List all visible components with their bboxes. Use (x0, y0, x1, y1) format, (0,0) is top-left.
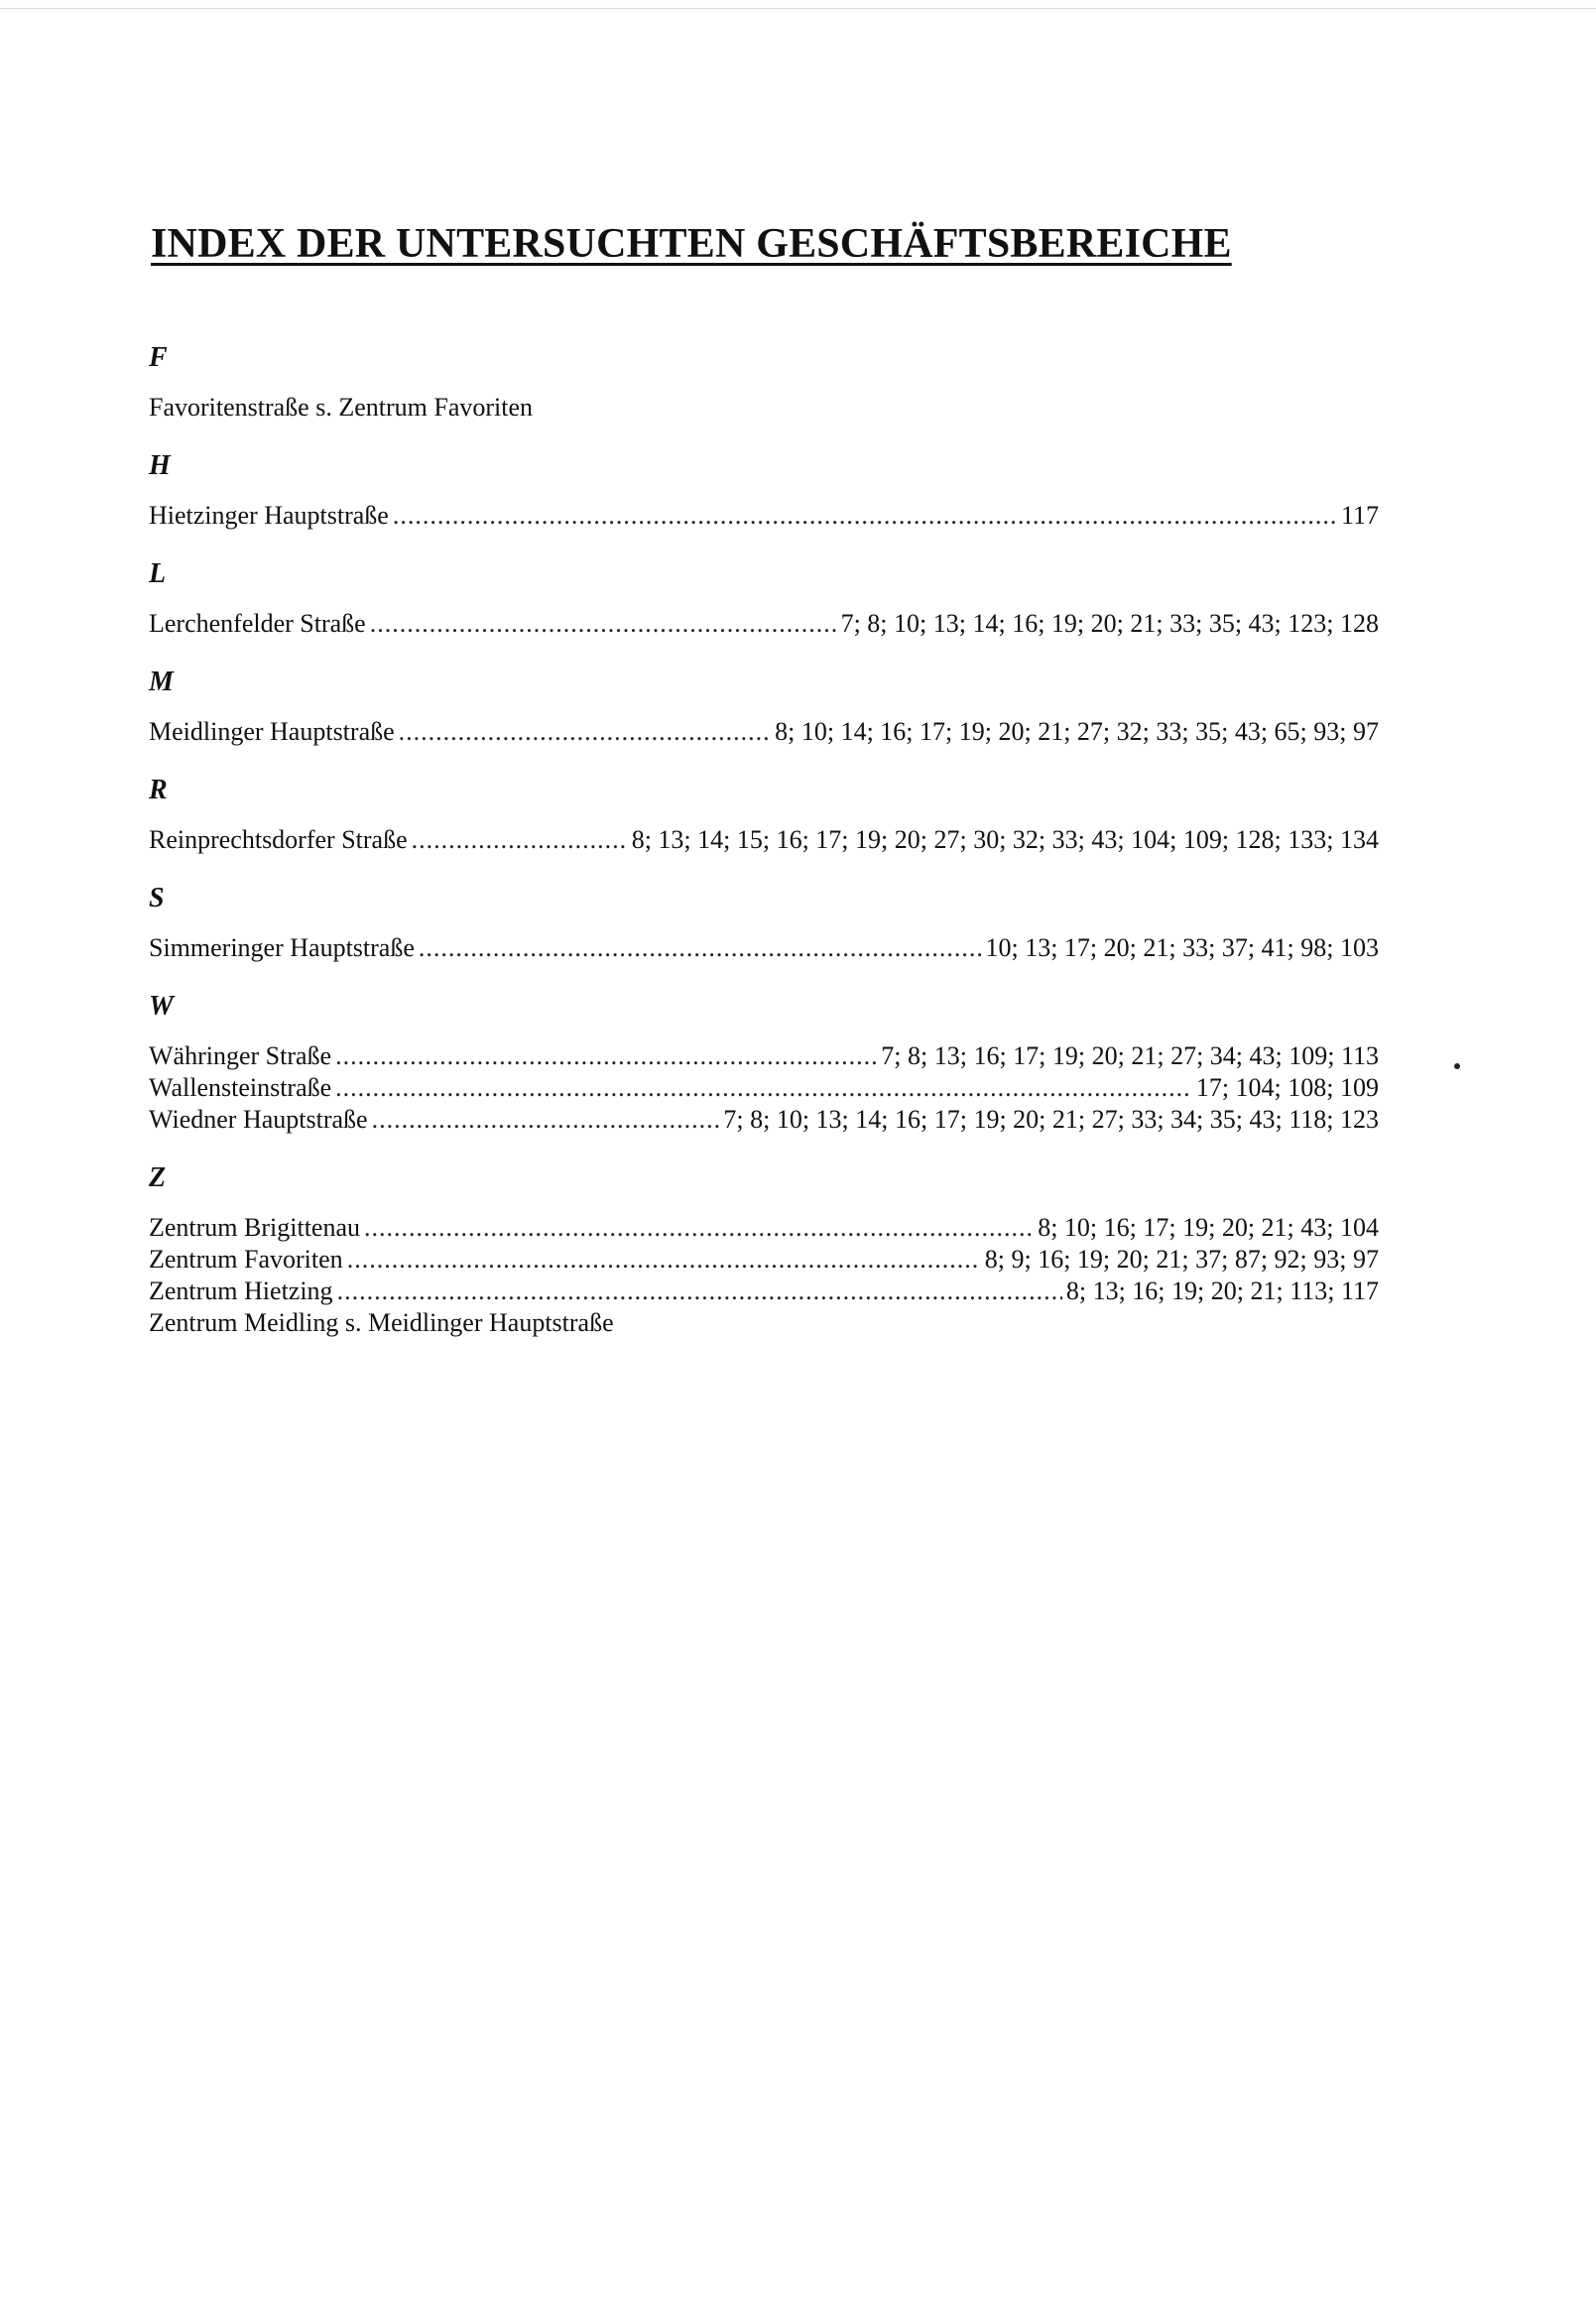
index-entry (149, 1104, 1379, 1136)
scan-speck (1454, 1063, 1460, 1069)
leader-dots (419, 932, 982, 964)
leader-dots (364, 1212, 1034, 1244)
section-s-entries (149, 932, 1379, 964)
leader-dots (372, 1104, 720, 1136)
index-entry (149, 608, 1379, 640)
leader-dots (335, 1072, 1192, 1104)
index-list (149, 337, 1379, 1361)
index-entry (149, 1072, 1379, 1104)
entry-name: Simmeringer Hauptstraße (149, 933, 415, 962)
entry-pages: 17; 104; 108; 109 (1195, 1073, 1379, 1102)
section-letter-m: M (149, 667, 174, 697)
section-z-entries (149, 1212, 1379, 1339)
entry-name: Meidlinger Hauptstraße (149, 717, 395, 746)
section-letter-h: H (149, 450, 171, 481)
leader-dots (335, 1040, 877, 1072)
index-entry (149, 1040, 1379, 1072)
section-letter-w: W (149, 991, 174, 1022)
index-entry (149, 500, 1379, 532)
leader-dots (347, 1244, 981, 1276)
entry-pages: 7; 8; 13; 16; 17; 19; 20; 21; 27; 34; 43; 109; 113 (881, 1041, 1379, 1070)
entry-pages: 7; 8; 10; 13; 14; 16; 17; 19; 20; 21; 27; 33; 34; 35; 43; 118; 123 (723, 1105, 1379, 1134)
section-f-entries (149, 392, 1379, 424)
entry-name: Währinger Straße (149, 1041, 332, 1070)
section-m-entries (149, 716, 1379, 748)
index-entry (149, 824, 1379, 856)
entry-name: Wallensteinstraße (149, 1073, 332, 1102)
section-l-entries (149, 608, 1379, 640)
leader-dots (412, 824, 628, 856)
index-entry (149, 392, 1379, 424)
entry-pages: 7; 8; 10; 13; 14; 16; 19; 20; 21; 33; 35; 43; 123; 128 (840, 609, 1379, 638)
entry-name: Lerchenfelder Straße (149, 609, 366, 638)
entry-name: Favoritenstraße s. Zentrum Favoriten (149, 393, 534, 422)
entry-pages: 8; 10; 16; 17; 19; 20; 21; 43; 104 (1038, 1213, 1379, 1242)
entry-pages: 8; 13; 16; 19; 20; 21; 113; 117 (1065, 1277, 1379, 1305)
entry-pages: 8; 9; 16; 19; 20; 21; 37; 87; 92; 93; 97 (984, 1245, 1379, 1274)
entry-name: Zentrum Favoriten (149, 1245, 343, 1274)
entry-name: Zentrum Brigittenau (149, 1213, 361, 1242)
entry-name: Reinprechtsdorfer Straße (149, 825, 408, 854)
leader-dots (337, 1276, 1062, 1307)
index-entry (149, 1244, 1379, 1276)
section-w-entries (149, 1040, 1379, 1136)
section-h-entries (149, 500, 1379, 532)
index-entry (149, 932, 1379, 964)
section-letter-l: L (149, 558, 167, 589)
leader-dots (399, 716, 771, 748)
entry-pages: 10; 13; 17; 20; 21; 33; 37; 41; 98; 103 (985, 933, 1379, 962)
entry-name: Hietzinger Hauptstraße (149, 501, 389, 530)
section-letter-z: Z (149, 1162, 167, 1193)
page-title: INDEX DER UNTERSUCHTEN GESCHÄFTSBEREICHE (151, 221, 1232, 267)
section-letter-r: R (149, 775, 168, 805)
entry-pages: 8; 13; 14; 15; 16; 17; 19; 20; 27; 30; 32; 33; 43; 104; 109; 128; 133; 134 (631, 825, 1379, 854)
entry-name: Wiedner Hauptstraße (149, 1105, 368, 1134)
index-entry (149, 1276, 1379, 1307)
entry-pages: 8; 10; 14; 16; 17; 19; 20; 21; 27; 32; 33; 35; 43; 65; 93; 97 (775, 717, 1379, 746)
scan-top-edge (0, 8, 1596, 9)
entry-name: Zentrum Hietzing (149, 1277, 333, 1305)
leader-dots (370, 608, 837, 640)
section-letter-f: F (149, 342, 168, 373)
index-entry (149, 1212, 1379, 1244)
entry-name: Zentrum Meidling s. Meidlinger Hauptstraße (149, 1308, 614, 1337)
leader-dots (393, 500, 1337, 532)
index-entry (149, 716, 1379, 748)
section-letter-s: S (149, 883, 165, 913)
entry-pages: 117 (1340, 501, 1379, 530)
section-r-entries (149, 824, 1379, 856)
index-entry (149, 1307, 1379, 1339)
